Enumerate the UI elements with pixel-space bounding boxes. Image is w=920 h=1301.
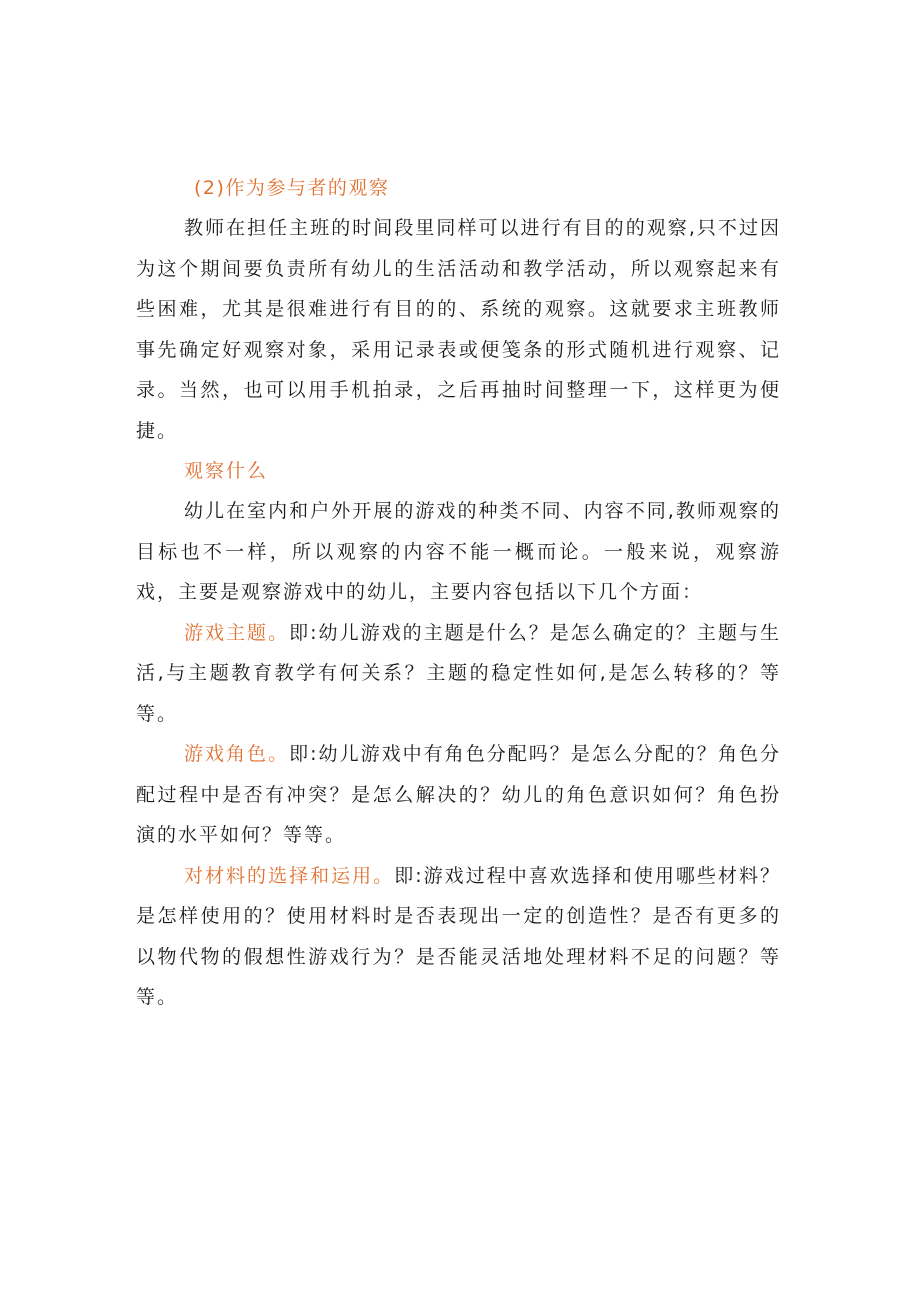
item-game-role	[136, 734, 781, 856]
item-game-theme-text: 即:幼儿游戏的主题是什么？是怎么确定的？主题与生活,与主题教育教学有何关系？主题的稳定性如何,是怎么转移的？等等。	[136, 621, 781, 725]
item-game-theme-label: 游戏主题。	[184, 621, 290, 644]
item-material-use-text: 即:游戏过程中喜欢选择和使用哪些材料？是怎样使用的？使用材料时是否表现出一定的创造性？是否有更多的以物代物的假想性游戏行为？是否能灵活地处理材料不足的问题？等等。	[136, 864, 781, 1008]
item-material-use-label: 对材料的选择和运用。	[184, 864, 395, 887]
item-game-role-text: 即:幼儿游戏中有角色分配吗？是怎么分配的？角色分配过程中是否有冲突？是怎么解决的？幼儿的角色意识如何？角色扮演的水平如何？等等。	[136, 743, 781, 846]
item-material-use	[136, 856, 781, 1018]
document-body	[136, 168, 781, 1018]
section-heading: (2)作为参与者的观察	[194, 177, 390, 199]
subheading-what-to-observe: 观察什么	[184, 460, 269, 482]
paragraph-observer-role: 教师在担任主班的时间段里同样可以进行有目的的观察,只不过因为这个期间要负责所有幼儿的生活活动和教学活动，所以观察起来有些困难，尤其是很难进行有目的的、系统的观察。这就要求主班教师事先确定好观察对象，采用记录表或便笺条的形式随机进行观察、记录。当然，也可以用手机拍录，之后再抽时间整理一下，这样更为便捷。	[136, 217, 781, 442]
item-game-role-label: 游戏角色。	[184, 743, 290, 765]
paragraph-observation-content: 幼儿在室内和户外开展的游戏的种类不同、内容不同,教师观察的目标也不一样，所以观察的内容不能一概而论。一般来说，观察游戏，主要是观察游戏中的幼儿，主要内容包括以下几个方面：	[136, 500, 781, 603]
item-game-theme	[136, 613, 781, 735]
